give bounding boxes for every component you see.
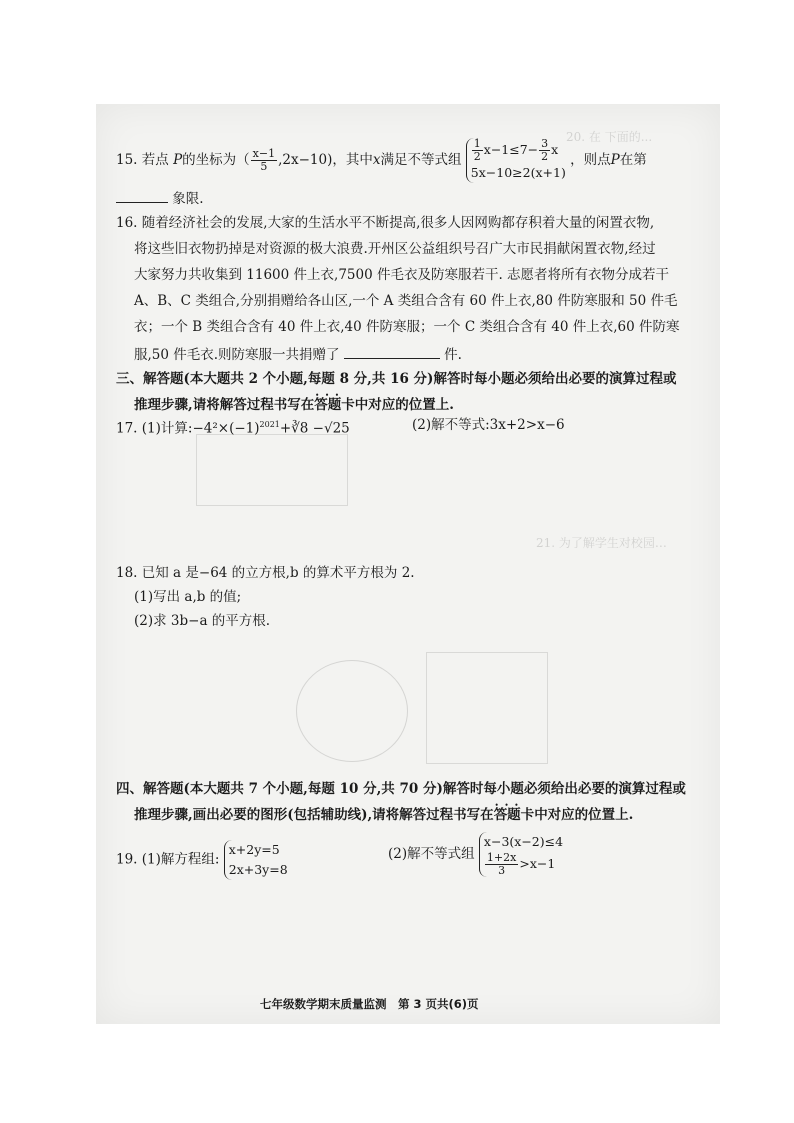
system-row — [484, 852, 563, 877]
question-16-line1 — [116, 214, 654, 232]
q16-text: 大家努力共收集到 11600 件上衣,7500 件毛衣及防寒服若干. 志愿者将所有衣物分成若干 — [134, 267, 670, 283]
frac-den: 2 — [541, 150, 549, 163]
section-4-heading: 四、解答题(本大题共 7 个小题,每题 10 分,共 70 分)解答时每小题必须给出必要的演算过程或 — [116, 781, 686, 797]
heading-text: 中对应的位置上. — [354, 397, 454, 413]
q16-text: A、B、C 类组合,分别捐赠给各山区,一个 A 类组合含有 60 件上衣,80 件防寒服和 50 件毛 — [134, 293, 678, 309]
frac-den: 5 — [260, 160, 268, 173]
q15-text: 在第 — [619, 152, 647, 168]
frac-den: 3 — [498, 864, 506, 877]
page-footer: 七年级数学期末质量监测 第 3 页共(6)页 — [260, 997, 479, 1011]
q15-text: ，则点 — [570, 152, 611, 168]
system-row: 2x+3y=8 — [228, 862, 288, 877]
question-19 — [116, 840, 288, 880]
inequality-system — [479, 832, 563, 877]
frac-den: 2 — [473, 150, 481, 163]
fraction — [251, 148, 277, 173]
system-text: x−1≤7− — [483, 142, 539, 157]
q15-text: 象限. — [172, 191, 204, 207]
q17-part2: (2)解不等式:3x+2>x−6 — [412, 417, 565, 433]
fraction — [485, 852, 518, 877]
question-number: 17. — [116, 420, 138, 437]
q17-part1: (1)计算:−4²×(−1) — [141, 420, 260, 437]
section-4-heading-2 — [134, 806, 633, 824]
inequality-system — [466, 138, 566, 183]
q16-text: 服,50 件毛衣.则防寒服一共捐赠了 — [134, 347, 340, 363]
bleed-through-text: 21. 为了解学生对校园… — [536, 536, 667, 550]
heading-text: 推理步骤,请将解答过程书写在 — [134, 397, 315, 413]
exponent: 2021 — [259, 420, 280, 429]
question-15 — [116, 138, 647, 183]
question-16-last — [134, 344, 462, 364]
question-number: 19. — [116, 851, 138, 868]
section-3-heading: 三、解答题(本大题共 2 个小题,每题 8 分,共 16 分)解答时每小题必须给出必要的演算过程或 — [116, 371, 677, 387]
answer-blank[interactable] — [344, 344, 440, 359]
bleed-through-box — [426, 652, 548, 764]
q17-part1: +∛8 −√25 — [279, 420, 350, 437]
answer-blank[interactable] — [116, 188, 168, 203]
frac-num: 3 — [541, 137, 549, 150]
frac-num: x−1 — [252, 147, 276, 160]
q15-text: ,2x−10)，其中 — [278, 152, 373, 168]
q16-text: 随着经济社会的发展,大家的生活水平不断提高,很多人因网购都存积着大量的闲置衣物, — [141, 215, 655, 231]
q15-text: 若点 — [141, 152, 169, 168]
question-18: 18. 已知 a 是−64 的立方根,b 的算术平方根为 2. — [116, 565, 415, 581]
var-p: P — [610, 152, 620, 168]
q16-text: 衣；一个 B 类组合含有 40 件上衣,40 件防寒服；一个 C 类组合含有 40 件上衣,60 件防寒 — [134, 319, 680, 335]
q15-text: 的坐标为（ — [182, 152, 250, 168]
q16-text: 件. — [444, 347, 462, 363]
bleed-through-pie — [296, 660, 408, 762]
bleed-through-grid — [196, 434, 348, 506]
question-number: 16. — [116, 215, 138, 231]
system-row: 5x−10≥2(x+1) — [470, 165, 566, 180]
heading-text: 推理步骤,画出必要的图形(包括辅助线),请将解答过程书写在 — [134, 807, 494, 823]
system-text: >x−1 — [519, 856, 556, 871]
emphasis-text: • • • 答题卡 — [314, 397, 355, 413]
question-19-part2 — [388, 832, 563, 877]
q18-part1: (1)写出 a,b 的值; — [134, 589, 242, 605]
bleed-through-text: 20. 在 下面的... — [566, 130, 653, 144]
frac-num: 1+2x — [486, 851, 517, 864]
fraction — [472, 138, 483, 163]
question-15-line2 — [116, 188, 204, 208]
var-p: P — [173, 152, 183, 168]
system-row: x−3(x−2)≤4 — [483, 834, 564, 849]
q18-part2: (2)求 3b−a 的平方根. — [134, 613, 271, 629]
question-number: 15. — [116, 152, 138, 168]
system-row — [471, 138, 566, 163]
system-text: x — [551, 142, 559, 157]
section-3-heading-2 — [134, 396, 454, 414]
q19-part1: (1)解方程组: — [141, 851, 220, 868]
q19-part2: (2)解不等式组 — [388, 846, 475, 862]
question-17 — [116, 416, 350, 438]
q16-text: 将这些旧衣物扔掉是对资源的极大浪费.开州区公益组织号召广大市民捐献闲置衣物,经过 — [134, 241, 656, 257]
fraction — [539, 138, 550, 163]
q15-text: 满足不等式组 — [380, 152, 462, 168]
frac-num: 1 — [473, 137, 481, 150]
var-x: x — [372, 152, 381, 168]
system-row: x+2y=5 — [228, 842, 280, 857]
emphasis-text: • • • 答题卡 — [494, 807, 535, 823]
heading-text: 中对应的位置上. — [534, 807, 634, 823]
equation-system — [224, 840, 288, 880]
